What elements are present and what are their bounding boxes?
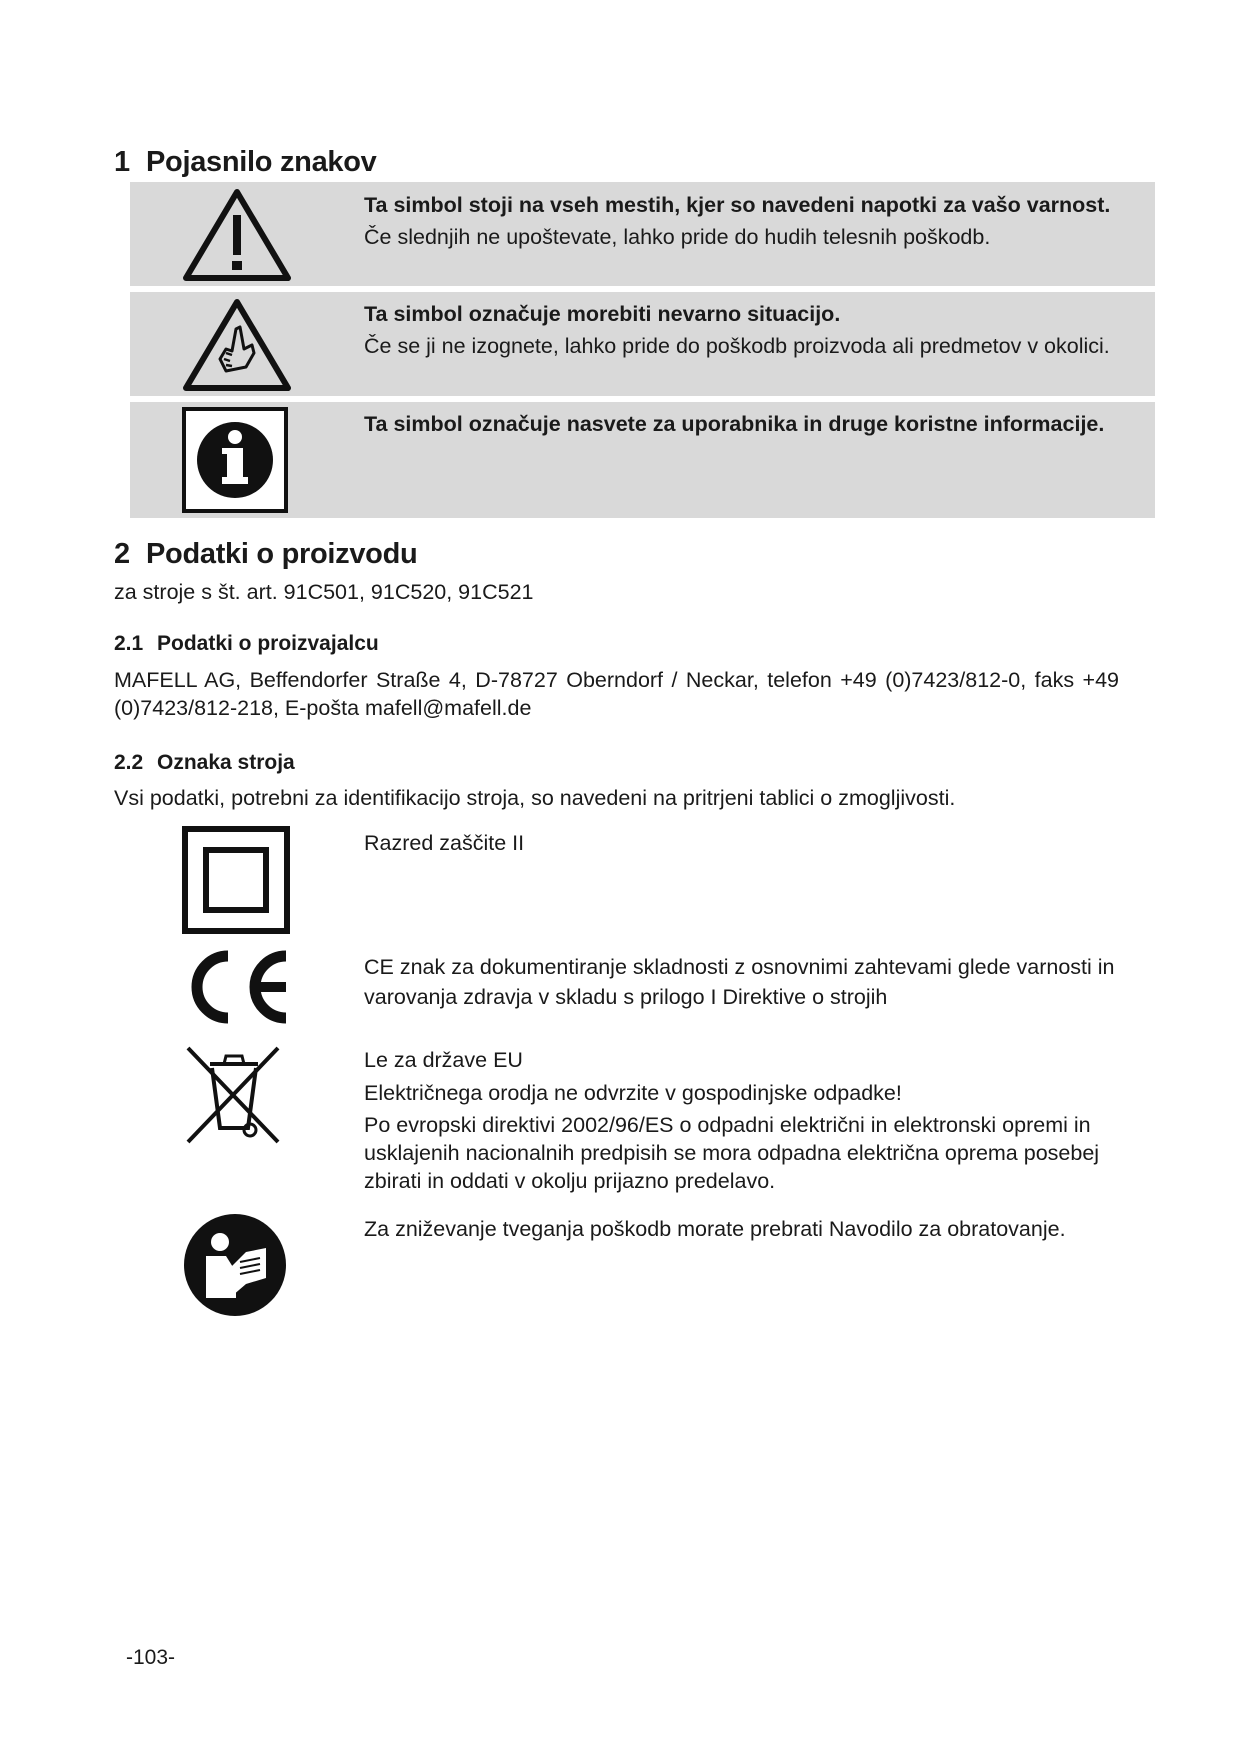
symbol-bold-text: Ta simbol označuje morebiti nevarno situacijo. bbox=[364, 302, 841, 326]
subsection-title: Podatki o proizvajalcu bbox=[157, 632, 379, 655]
section-1-heading bbox=[114, 146, 377, 179]
symbol-bold-text: Ta simbol stoji na vseh mestih, kjer so navedeni napotki za vašo varnost. bbox=[364, 193, 1111, 217]
mark-text: Električnega orodja ne odvrzite v gospodinjske odpadke! bbox=[364, 1081, 902, 1105]
section-number: 2 bbox=[114, 538, 130, 570]
symbol-row-caution bbox=[130, 292, 1155, 396]
protection-class-ii-icon bbox=[182, 826, 290, 939]
symbol-text: Če slednjih ne upoštevate, lahko pride do hudih telesnih poškodb. bbox=[364, 225, 991, 249]
warning-triangle-icon bbox=[182, 187, 292, 288]
mark-description bbox=[364, 952, 1134, 1012]
mark-text: Za zniževanje tveganja poškodb morate prebrati Navodilo za obratovanje. bbox=[364, 1217, 1066, 1241]
read-manual-icon bbox=[182, 1212, 288, 1323]
symbol-bold-text: Ta simbol označuje nasvete za uporabnika in druge koristne informacije. bbox=[364, 412, 1105, 436]
mark-text: Razred zaščite II bbox=[364, 831, 525, 855]
symbol-row-info bbox=[130, 402, 1155, 518]
mark-text: Po evropski direktivi 2002/96/ES o odpadni električni in elektronski opremi in usklajenih nacionalnih predpisih se mora odpadna električna oprema posebej zbirati in oddati v okolju prijazno predelavo. bbox=[364, 1113, 1100, 1193]
machine-identification-text: Vsi podatki, potrebni za identifikacijo stroja, so navedeni na pritrjeni tablici o zmogljivosti. bbox=[114, 786, 956, 810]
mark-text: CE znak za dokumentiranje skladnosti z osnovnimi zahtevami glede varnosti in varovanja zdravja v skladu s prilogo I Direktive o strojih bbox=[364, 955, 1115, 1009]
information-icon bbox=[182, 407, 288, 518]
manufacturer-info: MAFELL AG, Beffendorfer Straße 4, D-78727 Oberndorf / Neckar, telefon +49 (0)7423/812-0, faks +49 (0)7423/812-218, E-pošta mafell@mafell.de bbox=[114, 668, 1119, 720]
mark-description bbox=[364, 1214, 1134, 1244]
subsection-2-1-heading bbox=[114, 632, 379, 656]
section-number: 1 bbox=[114, 146, 130, 178]
product-intro: za stroje s št. art. 91C501, 91C520, 91C521 bbox=[114, 580, 534, 604]
subsection-title: Oznaka stroja bbox=[157, 751, 295, 774]
caution-hand-triangle-icon bbox=[182, 297, 292, 398]
page-number: -103- bbox=[126, 1646, 176, 1669]
symbol-row-warning bbox=[130, 182, 1155, 286]
section-title: Pojasnilo znakov bbox=[146, 146, 377, 178]
weee-crossed-bin-icon bbox=[182, 1042, 286, 1151]
ce-mark-icon bbox=[182, 948, 292, 1031]
symbol-description bbox=[364, 298, 1144, 362]
section-2-heading bbox=[114, 538, 417, 571]
symbol-text: Če se ji ne izognete, lahko pride do poškodb proizvoda ali predmetov v okolici. bbox=[364, 334, 1110, 358]
symbol-description bbox=[364, 189, 1144, 253]
symbol-description bbox=[364, 408, 1144, 440]
subsection-number: 2.1 bbox=[114, 632, 144, 655]
subsection-number: 2.2 bbox=[114, 751, 144, 774]
mark-text: Le za države EU bbox=[364, 1048, 523, 1072]
mark-description bbox=[364, 828, 1134, 858]
section-title: Podatki o proizvodu bbox=[146, 538, 418, 570]
subsection-2-2-heading bbox=[114, 751, 295, 775]
mark-description bbox=[364, 1045, 1134, 1195]
